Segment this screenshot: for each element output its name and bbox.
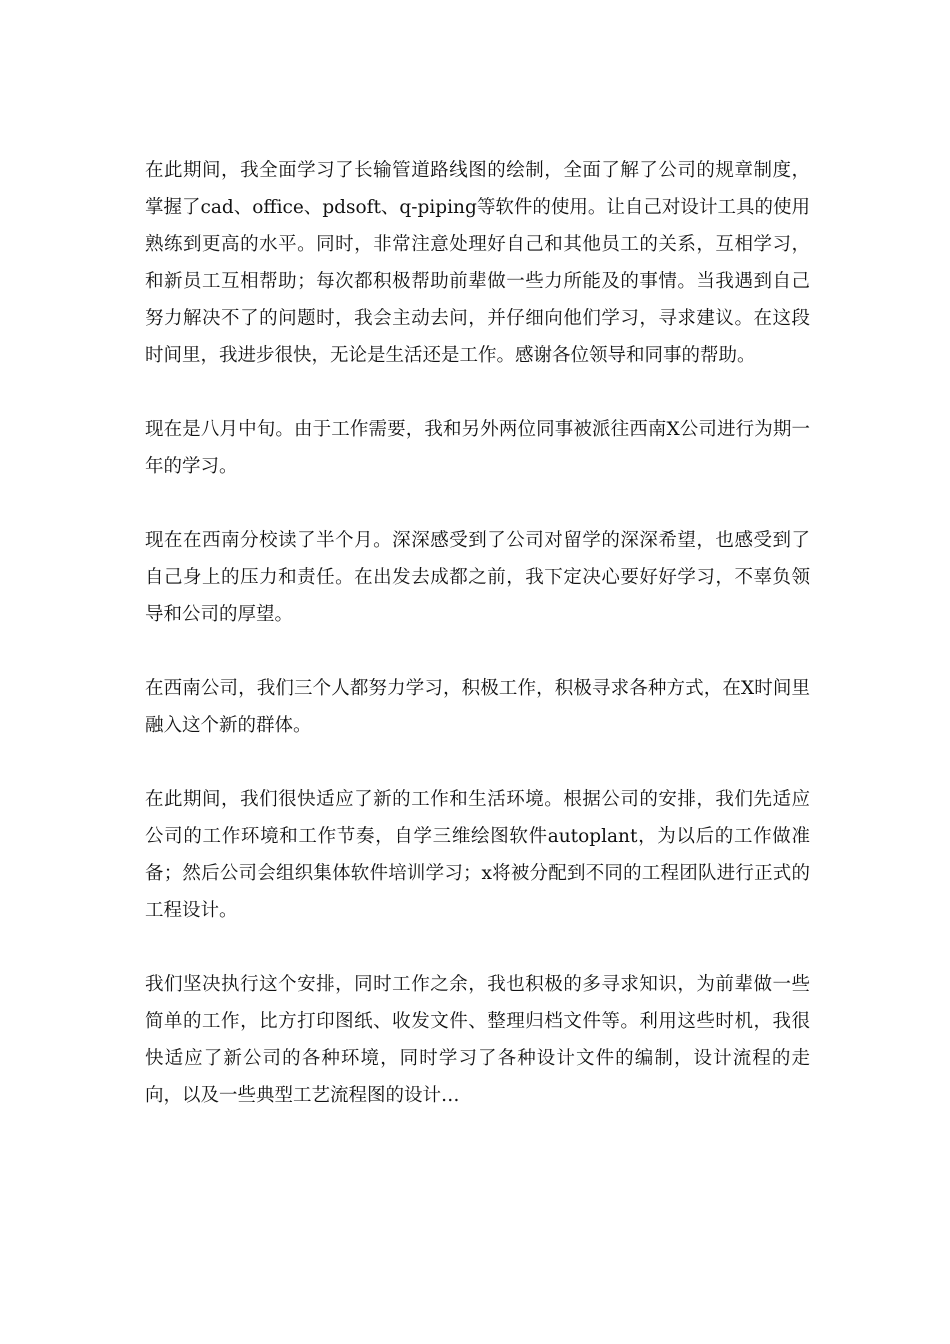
paragraph-5: 在此期间，我们很快适应了新的工作和生活环境。根据公司的安排，我们先适应公司的工作环境和工作节奏，自学三维绘图软件autoplant，为以后的工作做准备；然后公司会组织集体软件培训学习；x将被分配到不同的工程团队进行正式的工程设计。 <box>145 789 810 921</box>
paragraph-1: 在此期间，我全面学习了长输管道路线图的绘制，全面了解了公司的规章制度，掌握了cad、office、pdsoft、q-piping等软件的使用。让自己对设计工具的使用熟练到更高的水平。同时，非常注意处理好自己和其他员工的关系，互相学习，和新员工互相帮助；每次都积极帮助前辈做一些力所能及的事情。当我遇到自己努力解决不了的问题时，我会主动去问，并仔细向他们学习，寻求建议。在这段时间里，我进步很快，无论是生活还是工作。感谢各位领导和同事的帮助。 <box>145 160 810 366</box>
paragraph-3: 现在在西南分校读了半个月。深深感受到了公司对留学的深深希望，也感受到了自己身上的压力和责任。在出发去成都之前，我下定决心要好好学习，不辜负领导和公司的厚望。 <box>145 530 810 625</box>
paragraph-6: 我们坚决执行这个安排，同时工作之余，我也积极的多寻求知识，为前辈做一些简单的工作，比方打印图纸、收发文件、整理归档文件等。利用这些时机，我很快适应了新公司的各种环境，同时学习了各种设计文件的编制，设计流程的走向，以及一些典型工艺流程图的设计… <box>145 974 810 1106</box>
paragraph-2: 现在是八月中旬。由于工作需要，我和另外两位同事被派往西南X公司进行为期一年的学习。 <box>145 419 810 477</box>
document-body <box>145 152 810 1151</box>
paragraph-4: 在西南公司，我们三个人都努力学习，积极工作，积极寻求各种方式，在X时间里融入这个新的群体。 <box>145 678 810 736</box>
